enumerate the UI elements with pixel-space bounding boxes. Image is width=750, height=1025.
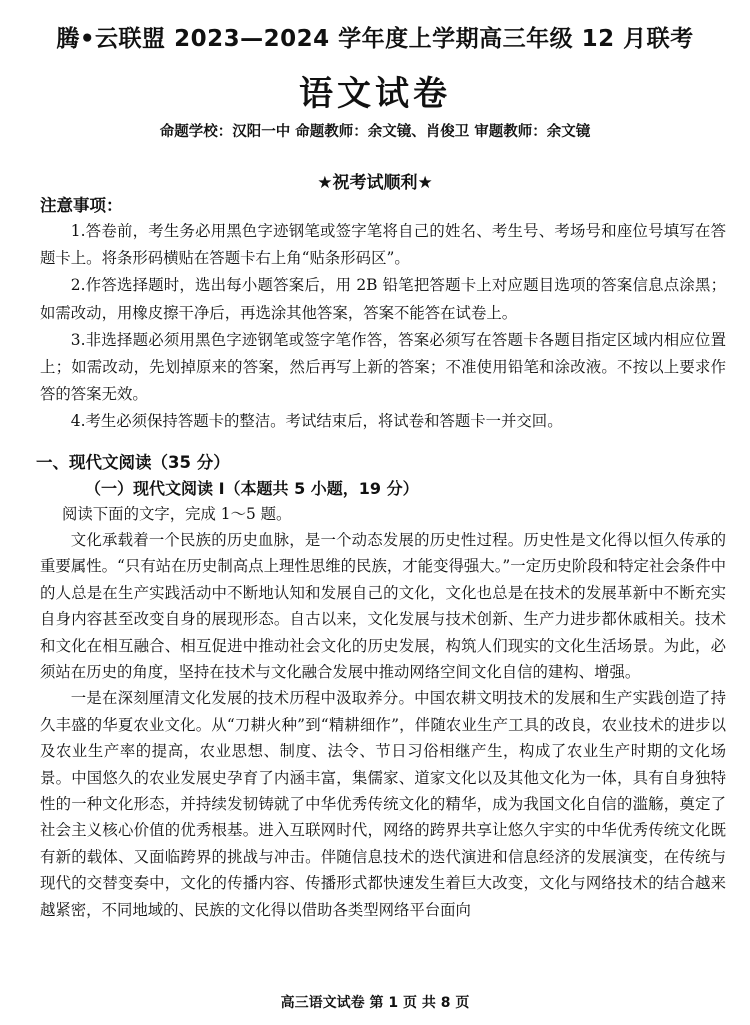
- passage-paragraph: 文化承载着一个民族的历史血脉，是一个动态发展的历史性过程。历史性是文化得以恒久传承的重要属性。“只有站在历史制高点上理性思维的民族，才能变得强大。”一定历史阶段和特定社会条件中的人总是在生产实践活动中不断地认知和发展自己的文化，文化也总是在技术的发展革新中不断充实自身内容甚至改变自身的展现形态。自古以来，文化发展与技术创新、生产力进步都休戚相关。技术和文化在相互融合、相互促进中推动社会文化的历史发展，构筑人们现实的文化生活场景。为此，必须站在历史的角度，坚持在技术与文化融合发展中推动网络空间文化自信的建构、增强。: [40, 531, 726, 682]
- good-luck-line: ★祝考试顺利★: [317, 173, 433, 193]
- section-heading: 一、现代文阅读（35 分）: [36, 453, 230, 472]
- page-footer: 高三语文试卷 第 1 页 共 8 页: [280, 995, 470, 1011]
- subsection-heading: （一）现代文阅读 I（本题共 5 小题，19 分）: [85, 479, 419, 498]
- notice-item: 1.答卷前，考生务必用黑色字迹钢笔或签字笔将自己的姓名、考生号、考场号和座位号填写在答题卡上。将条形码横贴在答题卡右上角“贴条形码区”。: [40, 222, 726, 268]
- credits-line: 命题学校：汉阳一中 命题教师：余文镜、肖俊卫 审题教师：余文镜: [159, 123, 591, 140]
- notice-item: 3.非选择题必须用黑色字迹钢笔或签字笔作答，答案必须写在答题卡各题目指定区域内相应位置上；如需改动，先划掉原来的答案，然后再写上新的答案；不准使用铅笔和涂改液。不按以上要求作答的答案无效。: [40, 330, 726, 404]
- notice-list: [40, 218, 726, 436]
- reading-instruction: 阅读下面的文字，完成 1～5 题。: [62, 505, 292, 523]
- notice-item: 2.作答选择题时，选出每小题答案后，用 2B 铅笔把答题卡上对应题目选项的答案信息点涂黑；如需改动，用橡皮擦干净后，再选涂其他答案，答案不能答在试卷上。: [40, 276, 726, 322]
- notice-heading: 注意事项：: [40, 196, 123, 215]
- subject-title: 语文试卷: [299, 74, 451, 114]
- notice-item: 4.考生必须保持答题卡的整洁。考试结束后，将试卷和答题卡一并交回。: [70, 412, 563, 431]
- exam-title: 腾•云联盟 2023—2024 学年度上学期高三年级 12 月联考: [56, 26, 694, 52]
- passage-paragraph: 一是在深刻厘清文化发展的技术历程中汲取养分。中国农耕文明技术的发展和生产实践创造了持久丰盛的华夏农业文化。从“刀耕火种”到“精耕细作”，伴随农业生产工具的改良，农业技术的进步以及农业生产率的提高，农业思想、制度、法令、节日习俗相继产生，构成了农业生产时期的文化场景。中国悠久的农业发展史孕育了内涵丰富，集儒家、道家文化以及其他文化为一体，具有自身独特性的一种文化形态，并持续发韧铸就了中华优秀传统文化的精华，成为我国文化自信的滥觞，奠定了社会主义核心价值的优秀根基。进入互联网时代，网络的跨界共享让悠久宇实的中华优秀传统文化既有新的载体、又面临跨界的挑战与冲击。伴随信息技术的迭代演进和信息经济的发展演变，在传统与现代的交替变奏中，文化的传播内容、传播形式都快速发生着巨大改变，文化与网络技术的结合越来越紧密，不同地域的、民族的文化得以借助各类型网络平台面向: [40, 689, 726, 919]
- reading-passage: [40, 527, 726, 923]
